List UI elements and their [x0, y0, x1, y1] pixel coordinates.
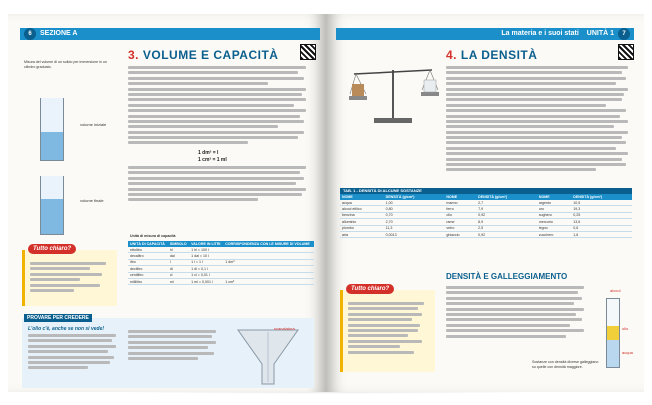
- left-title-number: 3.: [128, 48, 140, 62]
- balance-scale-illustration: [344, 60, 442, 126]
- col-symbol: SIMBOLO: [168, 241, 189, 247]
- density-cell: 0,92: [476, 231, 537, 237]
- quiz-callout-right: Tutto chiaro?: [346, 284, 394, 294]
- density-cell: 19,3: [571, 206, 632, 212]
- qr-code-icon[interactable]: [300, 44, 316, 60]
- capacity-cell: 1 hl = 100 l: [189, 247, 223, 253]
- qr-code-icon-right[interactable]: [618, 44, 634, 60]
- density-cell: alluminio: [340, 219, 384, 225]
- capacity-cell: decilitro: [128, 266, 168, 272]
- capacity-cell: 1 dal = 10 l: [189, 253, 223, 259]
- capacity-cell: dal: [168, 253, 189, 259]
- floating-subtitle: DENSITÀ E GALLEGGIAMENTO: [446, 272, 568, 281]
- left-page-number: 6: [24, 28, 36, 40]
- col-litres: VALORE IN LITRI: [189, 241, 223, 247]
- graduated-cylinder-initial: [40, 98, 64, 161]
- density-cell: 2,7: [476, 200, 537, 206]
- left-body-text: [128, 66, 308, 147]
- floating-body-text: [446, 286, 586, 340]
- label-groove: scanalatura: [274, 326, 295, 331]
- formula-dm3-litre: 1 dm³ = l: [198, 150, 219, 156]
- density-cell: 7,9: [476, 206, 537, 212]
- label-alcohol: alcool: [610, 288, 621, 293]
- capacity-cell: ettolitro: [128, 247, 168, 253]
- formula-cm3-ml: 1 cm³ = 1 ml: [198, 157, 227, 163]
- density-cell: 8,9: [476, 219, 537, 225]
- table-row: [340, 231, 632, 237]
- density-cell: olio: [444, 212, 476, 218]
- capacity-cell: 1 cm³: [223, 278, 314, 284]
- density-cell: 13,6: [571, 219, 632, 225]
- layered-liquids-cylinder: [606, 298, 620, 368]
- table-row: [128, 278, 314, 284]
- density-cell: 0,92: [476, 212, 537, 218]
- open-textbook: [8, 14, 644, 392]
- density-cell: oro: [537, 206, 571, 212]
- right-title-text: LA DENSITÀ: [460, 48, 538, 62]
- col-unit: UNITÀ DI CAPACITÀ: [128, 241, 168, 247]
- cylinder-caption: Sostanze con densità diverse galleggiano su quelle con densità maggiore.: [532, 360, 599, 370]
- capacity-table: [128, 241, 314, 285]
- density-cell: 0,0013: [384, 231, 445, 237]
- left-body-text-2: [128, 166, 308, 204]
- capacity-cell: 1 l = 1 l: [189, 259, 223, 265]
- left-title-text: VOLUME E CAPACITÀ: [142, 48, 279, 62]
- density-cell: legno: [537, 225, 571, 231]
- col-density-1: DENSITÀ (g/cm³): [384, 194, 445, 200]
- density-cell: vetro: [444, 225, 476, 231]
- density-table-title: TAB. 1 - DENSITÀ DI ALCUNE SOSTANZE: [340, 188, 632, 194]
- density-cell: marmo: [444, 200, 476, 206]
- capacity-cell: litro: [128, 259, 168, 265]
- density-cell: 0,25: [571, 212, 632, 218]
- left-page: [8, 14, 326, 392]
- capacity-cell: l: [168, 259, 189, 265]
- right-title-number: 4.: [446, 48, 458, 62]
- density-cell: 10,5: [571, 200, 632, 206]
- experiment-title: L'olio c'è, anche se non si vede!: [28, 326, 105, 332]
- density-cell: ferro: [444, 206, 476, 212]
- capacity-cell: hl: [168, 247, 189, 253]
- density-cell: zucchero: [537, 231, 571, 237]
- label-water: acqua: [622, 350, 633, 355]
- density-cell: 2,70: [384, 219, 445, 225]
- col-name-1: NOME: [340, 194, 384, 200]
- capacity-cell: 1 dm³: [223, 259, 314, 265]
- label-oil: olio: [622, 326, 629, 331]
- figure-caption: Misura del volume di un solido per immersione in un cilindro graduato.: [24, 60, 107, 70]
- col-density-3: DENSITÀ (g/cm³): [571, 194, 632, 200]
- capacity-cell: millilitro: [128, 278, 168, 284]
- section-label: SEZIONE A: [40, 30, 78, 37]
- density-table: [340, 194, 632, 238]
- density-cell: 11,3: [384, 225, 445, 231]
- density-cell: sughero: [537, 212, 571, 218]
- density-cell: 0,80: [384, 206, 445, 212]
- experiment-text-1: [28, 334, 118, 372]
- label-volume-final: volume finale: [80, 198, 104, 203]
- col-density-2: DENSITÀ (g/cm³): [476, 194, 537, 200]
- col-name-2: NOME: [444, 194, 476, 200]
- density-cell: rame: [444, 219, 476, 225]
- right-section-title: [446, 48, 537, 62]
- graduated-cylinder-final: [40, 176, 64, 235]
- experiment-banner: PROVARE PER CREDERE: [24, 314, 92, 322]
- funnel-illustration: [228, 324, 308, 388]
- experiment-text-2: [128, 330, 218, 362]
- capacity-cell: 1 cl = 0,01 l: [189, 272, 223, 278]
- density-cell: mercurio: [537, 219, 571, 225]
- density-cell: 1,00: [384, 200, 445, 206]
- density-cell: acqua: [340, 200, 384, 206]
- capacity-cell: cl: [168, 272, 189, 278]
- left-section-title: [128, 48, 278, 62]
- density-cell: ghiaccio: [444, 231, 476, 237]
- density-cell: piombo: [340, 225, 384, 231]
- capacity-cell: ml: [168, 278, 189, 284]
- unit-title: La materia e i suoi stati: [501, 30, 579, 37]
- capacity-cell: decalitro: [128, 253, 168, 259]
- density-cell: 0,6: [571, 225, 632, 231]
- right-page-number: 7: [618, 28, 630, 40]
- capacity-cell: centilitro: [128, 272, 168, 278]
- quiz-questions-left: [30, 262, 110, 294]
- col-name-3: NOME: [537, 194, 571, 200]
- capacity-table-title: Unità di misura di capacità: [130, 234, 176, 238]
- density-cell: 0,70: [384, 212, 445, 218]
- left-header: [20, 28, 320, 40]
- right-header: [336, 28, 634, 40]
- density-cell: benzina: [340, 212, 384, 218]
- capacity-cell: 1 ml = 0,001 l: [189, 278, 223, 284]
- right-body-text: [446, 66, 630, 174]
- density-cell: argento: [537, 200, 571, 206]
- density-cell: aria: [340, 231, 384, 237]
- quiz-callout-left: Tutto chiaro?: [28, 244, 76, 254]
- density-cell: 1,6: [571, 231, 632, 237]
- density-cell: alcool etilico: [340, 206, 384, 212]
- capacity-cell: dl: [168, 266, 189, 272]
- col-volume: CORRISPONDENZA CON LE MISURE DI VOLUME: [223, 241, 314, 247]
- right-page: [326, 14, 644, 392]
- density-cell: 2,5: [476, 225, 537, 231]
- quiz-questions-right: [348, 302, 428, 356]
- capacity-cell: 1 dl = 0,1 l: [189, 266, 223, 272]
- unit-label: UNITÀ 1: [586, 30, 614, 37]
- label-volume-initial: volume iniziale: [80, 122, 107, 127]
